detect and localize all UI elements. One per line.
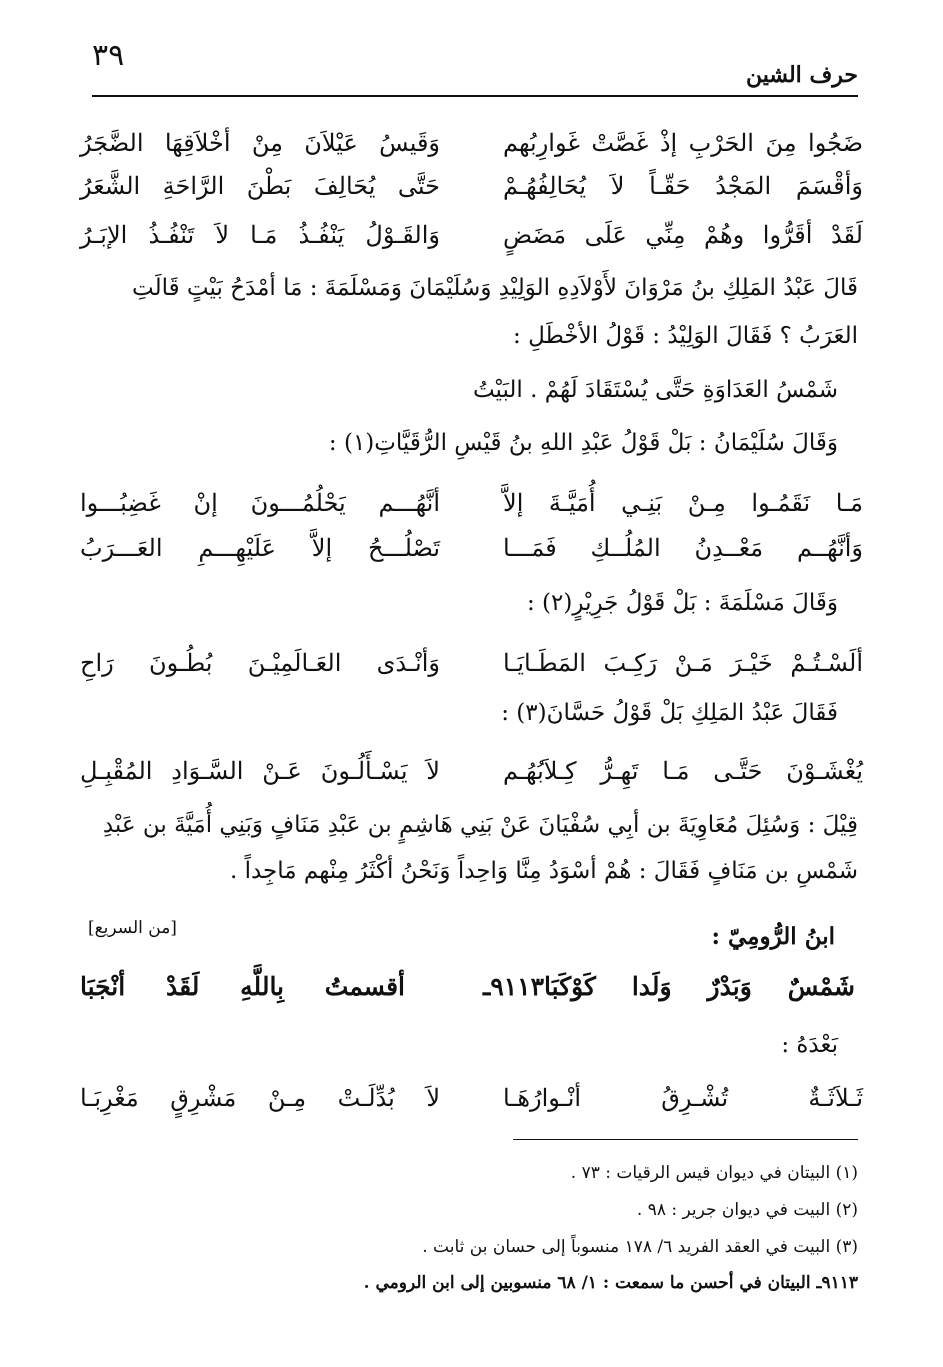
- verse-line: [80, 525, 863, 571]
- verse-first-hemistich: يُغْشَـوْنَ حَتَّـى مَـا تَهِـرُّ كِـلاَبُهُـم: [503, 757, 863, 785]
- footnote-rule: [513, 1139, 858, 1140]
- verse-first-hemistich: ضَجُوا مِنَ الحَرْبِ إذْ غَصَّتْ غَوارِبُهم: [503, 129, 863, 157]
- footnote: ٩١١٣ـ البيتان في أحسن ما سمعت : ١/ ٦٨ منسوبين إلى ابن الرومي .: [363, 1273, 858, 1293]
- page-number: ٣٩: [92, 38, 125, 73]
- verse-second-hemistich: لاَ يَسْـأَلُـونَ عَـنْ السَّـوَادِ المُقْبِـلِ: [80, 757, 440, 785]
- verse-second-hemistich: حَتَّى يُحَالِفَ بَطْنَ الرَّاحَةِ الشَّعَرُ: [80, 172, 440, 200]
- verse-line: [80, 120, 863, 166]
- verse-second-hemistich: تَصْلُـــحُ إلاَّ عَلَيْهِـــمِ العَـــرَبُ: [80, 534, 440, 562]
- prose-line: فَقَالَ عَبْدُ المَلِكِ بَلْ قَوْلُ حَسَّانَ(٣) :: [501, 700, 838, 726]
- verse-first-hemistich: شَمْسٌ وَبَدْرٌ وَلَدا كَوْكَبَا: [544, 971, 855, 1001]
- verse-line: [80, 748, 863, 794]
- verse-line: [80, 212, 863, 258]
- footnote: (٣) البيت في العقد الفريد ٦/ ١٧٨ منسوباً إلى حسان بن ثابت .: [422, 1237, 858, 1257]
- footnote: (١) البيتان في ديوان قيس الرقيات : ٧٣ .: [570, 1163, 858, 1183]
- footnote: (٢) البيت في ديوان جرير : ٩٨ .: [636, 1200, 858, 1220]
- verse-first-hemistich: مَـا نَقَمُـوا مِـنْ بَنِـي أُمَيَّـةَ إلاَّ: [503, 489, 863, 517]
- numbered-verse: [80, 962, 863, 1010]
- verse-second-hemistich: لاَ بُدِّلَـتْ مِـنْ مَشْرِقٍ مَغْرِبَـا: [80, 1084, 440, 1112]
- prose-line: قِيْلَ : وَسُئِلَ مُعَاوِيَةَ بن أبِي سُفْيَانَ عَنْ بَنِي هَاشِمٍ بن عَبْدِ مَنَافٍ وَبَنِي أُمَيَّةَ بن عَبْدِ: [102, 812, 858, 838]
- verse-first-hemistich: وَالقَـوْلُ يَنْفُـذُ مَـا لاَ تَنْفُـذُ الإبَـرُ: [80, 221, 440, 249]
- meter-label: [من السريع]: [88, 918, 177, 938]
- header-rule: [92, 95, 858, 97]
- prose-line: وَقَالَ سُلَيْمَانُ : بَلْ قَوْلُ عَبْدِ اللهِ بنُ قَيْسِ الرُّقَيَّاتِ(١) :: [328, 430, 838, 456]
- quoted-hemistich: شَمْسُ العَدَاوَةِ حَتَّى يُسْتَقَادَ لَهُمْ . البَيْتُ: [472, 377, 838, 403]
- verse-first-hemistich: وَأقْسَمَ المَجْدُ حَقّـاً لاَ يُحَالِفُهُـمْ: [503, 172, 863, 200]
- prose-line: قَالَ عَبْدُ المَلِكِ بنُ مَرْوَانَ لأَوْلاَدِهِ الوَلِيْدِ وَسُلَيْمَانَ وَمَسْلَمَةَ : مَا أمْدَحُ بَيْتٍ قَالَتِ: [132, 275, 858, 301]
- verse-line: [80, 1075, 863, 1121]
- prose-line: بَعْدَهُ :: [781, 1032, 838, 1058]
- prose-line: العَرَبُ ؟ فَقَالَ الوَلِيْدُ : قَوْلُ الأخْطَلِ :: [513, 323, 858, 349]
- poet-name: ابنُ الرُّومِيّ :: [711, 923, 835, 950]
- verse-first-hemistich-with-number: [483, 972, 863, 1001]
- verse-first-hemistich: ثَـلاَثَـةٌ تُشْـرِقُ أنْـوارُهَـا: [503, 1084, 863, 1112]
- verse-second-hemistich: لَقَدْ أقَرُّوا وهُمْ مِنِّي عَلَى مَضَضٍ: [503, 221, 863, 249]
- verse-line: [80, 480, 863, 526]
- verse-second-hemistich: وَقَيسُ عَيْلاَنَ مِنْ أخْلاَقِهَا الضَّجَرُ: [80, 129, 440, 157]
- verse-line: [80, 640, 863, 686]
- prose-line: وَقَالَ مَسْلَمَةَ : بَلْ قَوْلُ جَرِيْرٍ(٢) :: [527, 590, 838, 616]
- running-head: حرف الشين: [745, 62, 858, 88]
- verse-number: ٩١١٣ـ: [483, 971, 545, 1001]
- prose-line: شَمْسِ بن مَنَافٍ فَقَالَ : هُمْ أسْوَدُ مِنَّا وَاحِداً وَنَحْنُ أكْثَرُ مِنْهم مَاجِداً .: [229, 858, 858, 884]
- verse-second-hemistich: أنَّهُـــم يَحْلُمُـــونَ إنْ غَضِبُـــوا: [80, 489, 440, 517]
- verse-line: [80, 163, 863, 209]
- verse-first-hemistich: ألَسْـتُـمْ خَيْـرَ مَـنْ رَكِـبَ المَطَـايَـا: [503, 649, 863, 677]
- verse-first-hemistich: وَأنَّهُــم مَعْــدِنُ المُلُــكِ فَمَـــا: [503, 534, 863, 562]
- verse-second-hemistich: أقسمتُ بِاللَّهِ لَقَدْ أنْجَبَا: [80, 971, 405, 1001]
- verse-second-hemistich: وَأنْـدَى العَـالَمِيْـنَ بُطُـونَ رَاحِ: [80, 649, 440, 677]
